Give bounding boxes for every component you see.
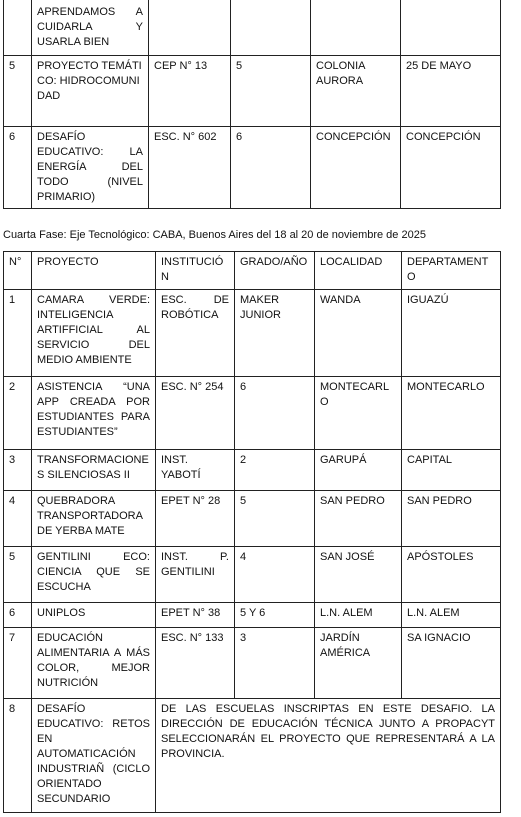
table-row — [4, 699, 501, 813]
cell-grado: 5 Y 6 — [235, 603, 315, 628]
cell-n: 5 — [4, 56, 32, 127]
cell-localidad — [311, 0, 401, 56]
cell-departamento: IGUAZÚ — [402, 290, 501, 377]
cell-localidad: L.N. ALEM — [315, 603, 402, 628]
cell-proyecto: DESAFÍO EDUCATIVO: RETOS EN AUTOMATICACIÓN INDUSTRIAÑ (CICLO ORIENTADO SECUNDARIO — [32, 699, 156, 813]
cell-localidad: COLONIA AURORA — [311, 56, 401, 127]
cell-proyecto: ASISTENCIA “UNA APP CREADA POR ESTUDIANTES PARA ESTUDIANTES” — [32, 377, 156, 450]
table-row — [4, 377, 501, 450]
table-row — [4, 450, 501, 491]
cell-departamento: SA IGNACIO — [402, 628, 501, 699]
cell-proyecto: CAMARA VERDE: INTELIGENCIA ARTIFFICIAL AL SERVICIO DEL MEDIO AMBIENTE — [32, 290, 156, 377]
cell-institucion: INST. P. GENTILINI — [156, 547, 235, 603]
header-localidad: LOCALIDAD — [315, 252, 402, 290]
cell-departamento: CONCEPCIÓN — [401, 127, 501, 209]
selection-note: DE LAS ESCUELAS INSCRIPTAS EN ESTE DESAFIO. LA DIRECCIÓN DE EDUCACIÓN TÉCNICA JUNTO A PROPACYT SELECCIONARÁN EL PROYECTO QUE REPRESENTARÁ A LA PROVINCIA. — [156, 699, 501, 813]
cell-grado: 5 — [231, 56, 311, 127]
cell-grado: 6 — [235, 377, 315, 450]
table-row — [4, 127, 501, 209]
cell-n: 1 — [4, 290, 32, 377]
cell-departamento: 25 DE MAYO — [401, 56, 501, 127]
cell-localidad: SAN PEDRO — [315, 491, 402, 547]
cell-localidad: CONCEPCIÓN — [311, 127, 401, 209]
table-header-row — [4, 252, 501, 290]
cell-n: 4 — [4, 491, 32, 547]
table-row — [4, 56, 501, 127]
cell-institucion: ESC. N° 133 — [156, 628, 235, 699]
fourth-phase-table — [3, 251, 501, 813]
table-row — [4, 0, 501, 56]
table-row — [4, 603, 501, 628]
table-row — [4, 628, 501, 699]
cell-proyecto: EDUCACIÓN ALIMENTARIA A MÁS COLOR, MEJOR NUTRICIÓN — [32, 628, 156, 699]
cell-institucion — [149, 0, 231, 56]
cell-proyecto: GENTILINI ECO: CIENCIA QUE SE ESCUCHA — [32, 547, 156, 603]
cell-grado: 6 — [231, 127, 311, 209]
cell-n: 6 — [4, 603, 32, 628]
cell-localidad: JARDÍN AMÉRICA — [315, 628, 402, 699]
table-row — [4, 290, 501, 377]
cell-institucion: ESC. DE ROBÓTICA — [156, 290, 235, 377]
cell-institucion: INST. YABOTÍ — [156, 450, 235, 491]
cell-departamento: L.N. ALEM — [402, 603, 501, 628]
cell-departamento — [401, 0, 501, 56]
cell-grado: 4 — [235, 547, 315, 603]
cell-n: 5 — [4, 547, 32, 603]
cell-n: 3 — [4, 450, 32, 491]
cell-proyecto: QUEBRADORA TRANSPORTADORA DE YERBA MATE — [32, 491, 156, 547]
cell-localidad: SAN JOSÉ — [315, 547, 402, 603]
previous-phase-table — [3, 0, 501, 209]
cell-departamento: APÓSTOLES — [402, 547, 501, 603]
table-row — [4, 491, 501, 547]
cell-n: 7 — [4, 628, 32, 699]
cell-institucion: ESC. N° 602 — [149, 127, 231, 209]
cell-proyecto: TRANSFORMACIONES SILENCIOSAS II — [32, 450, 156, 491]
cell-proyecto: UNIPLOS — [32, 603, 156, 628]
table-row — [4, 547, 501, 603]
cell-n: 8 — [4, 699, 32, 813]
cell-institucion: ESC. N° 254 — [156, 377, 235, 450]
header-departamento: DEPARTAMENTO — [402, 252, 501, 290]
header-proyecto: PROYECTO — [32, 252, 156, 290]
cell-grado — [231, 0, 311, 56]
cell-grado: MAKER JUNIOR — [235, 290, 315, 377]
cell-n: 2 — [4, 377, 32, 450]
cell-localidad: MONTECARLO — [315, 377, 402, 450]
header-institucion: INSTITUCIÓN — [156, 252, 235, 290]
cell-n — [4, 0, 32, 56]
cell-departamento: MONTECARLO — [402, 377, 501, 450]
cell-grado: 5 — [235, 491, 315, 547]
header-grado: GRADO/AÑO — [235, 252, 315, 290]
cell-proyecto: APRENDAMOS A CUIDARLA Y USARLA BIEN — [32, 0, 149, 56]
cell-localidad: WANDA — [315, 290, 402, 377]
cell-institucion: EPET N° 38 — [156, 603, 235, 628]
cell-localidad: GARUPÁ — [315, 450, 402, 491]
cell-departamento: SAN PEDRO — [402, 491, 501, 547]
cell-proyecto: PROYECTO TEMÁTICO: HIDROCOMUNIDAD — [32, 56, 149, 127]
cell-institucion: EPET N° 28 — [156, 491, 235, 547]
cell-departamento: CAPITAL — [402, 450, 501, 491]
cell-institucion: CEP N° 13 — [149, 56, 231, 127]
cell-proyecto: DESAFÍO EDUCATIVO: LA ENERGÍA DEL TODO (NIVEL PRIMARIO) — [32, 127, 149, 209]
cell-grado: 2 — [235, 450, 315, 491]
phase-caption: Cuarta Fase: Eje Tecnológico: CABA, Buenos Aires del 18 al 20 de noviembre de 2025 — [3, 229, 426, 241]
cell-n: 6 — [4, 127, 32, 209]
cell-grado: 3 — [235, 628, 315, 699]
header-n: N° — [4, 252, 32, 290]
